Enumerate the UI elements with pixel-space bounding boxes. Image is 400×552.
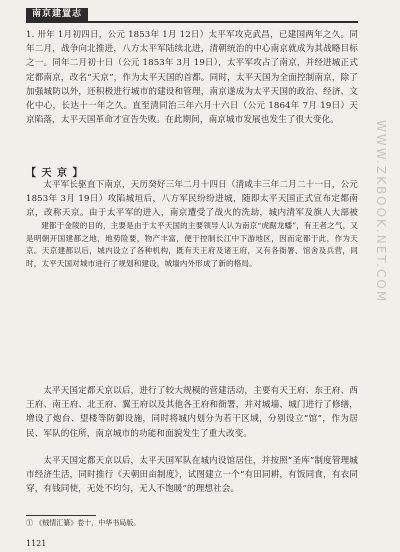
section-paragraph: 太平天国定都天京以后，太平天国军队在城内设馆居住，并按照“圣库”制度管理城市经济生活，同时推行《天朝田亩制度》，试图建立一个“有田同耕，有饭同食，有衣同穿，有钱同使，无处不均匀，无人不饱暖”的理想社会。 [26,456,358,495]
section-para-4-block [26,454,358,512]
section-para-3-block [26,384,358,450]
side-watermark: WWW.ZKBOOK.NET.COM [374,120,388,304]
page-number: 1121 [26,539,47,548]
intro-block [26,28,358,160]
section-paragraph: 太平天国定都天京以后，进行了较大规模的营建活动，主要有天王府、东王府、西王府、南王府、北王府、翼王府以及其他各王府和衙署，并对城墙、城门进行了修缮，增设了炮台、望楼等防御设施，同时将城内划分为若干区域，分别设立“馆”，作为居民、军队的住所，南京城市的功能和面貌发生了重大改变。 [26,386,358,439]
section-paragraph: 太平军长驱直下南京，天历癸好三年二月十四日（清咸丰三年二月二十一日，公元 1853年 3月 19日）攻陷城垣后，八方军民纷纷进城，随即太平天国正式宣布定都南京，改称天京。由于太平军的进入，南京遭受了战火的洗劫，城内清军及旗人大部被 [26,180,358,218]
header-rule [26,21,358,23]
section-heading: 【 天 京 】 [26,168,84,179]
intro-paragraph: 1. 卅年 1月初四日，公元 1853年 1月 12日）太平军攻克武昌，已建国两年之久。同年二月，战争向北推进，八方太平军陆续北进，清朝统治的中心南京就成为其战略目标之一。同年二月初十日（公元 1853年 3月 19日），太平军攻占了南京，并经进城正式定都南京，改名“天京”，作为太平天国的首都。同时，太平天国为全面控制南京，除了加强城防以外，还积极进行城市的建设和管理，南京遂成为太平天国的政治、经济、文化中心，长达十一年之久。直至清同治三年六月十六日（公元 1864年 7月 19日）天京陷落，太平天国革命才宣告失败。在此期间，南京城市发展也发生了很大变化。 [26,30,358,126]
footnote: ① 《贼情汇纂》卷十，中华书局版。 [26,519,141,527]
footnote-rule [26,515,96,516]
section-para-1-block [26,178,358,218]
section-paragraph: 建都于金陵的目的，主要是由于太平天国的主要领导人认为南京“虎踞龙蟠”，有王者之气，又是明朝开国建都之地，地势险要，物产丰富，便于控制长江中下游地区，因而定都于此，作为天京。天京建都以后，城内设立了各种机构，既有天王府及诸王府，又有各衙署、馆舍及兵营，同时，太平天国对城市进行了规划和建设，城墙内外形成了新的格局。 [26,221,358,268]
running-header-title: 南京建置志 [26,8,88,21]
section-para-2-block [26,220,358,380]
